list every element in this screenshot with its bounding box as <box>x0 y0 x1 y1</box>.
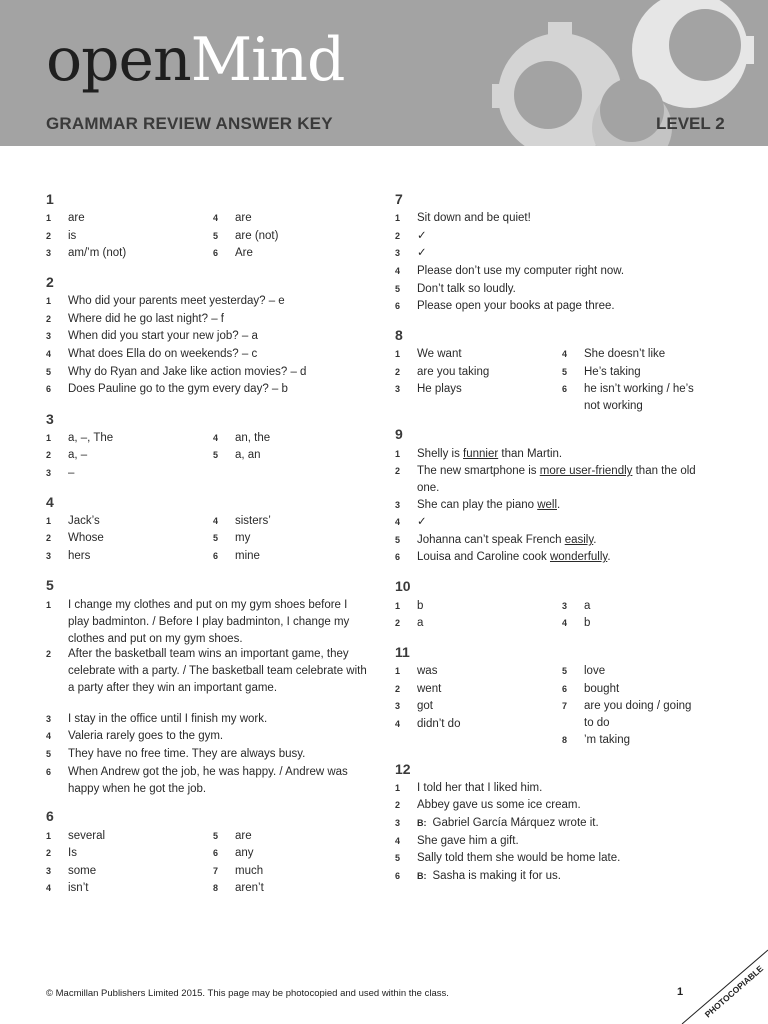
check-mark-icon: ✓ <box>417 516 427 528</box>
section-5-heading: 5 <box>46 577 54 593</box>
level-label: LEVEL 2 <box>656 114 725 133</box>
section-9-heading: 9 <box>395 426 403 442</box>
underlined-answer: wonderfully <box>549 551 608 563</box>
underlined-answer: well <box>537 499 558 511</box>
section-11-heading: 11 <box>395 644 410 660</box>
section-1-heading: 1 <box>46 191 54 207</box>
section-8-heading: 8 <box>395 327 403 343</box>
section-2-heading: 2 <box>46 274 54 290</box>
underlined-answer: easily <box>564 534 594 546</box>
header-banner <box>0 0 768 146</box>
section-6-heading: 6 <box>46 808 54 824</box>
check-mark-icon: ✓ <box>417 247 427 259</box>
page-number: 1 <box>677 986 684 998</box>
openmind-logo: openMind <box>46 25 345 95</box>
section-7-heading: 7 <box>395 191 403 207</box>
photocopiable-label: PHOTOCOPIABLE <box>702 963 766 1020</box>
page-title: GRAMMAR REVIEW ANSWER KEY <box>46 114 333 133</box>
copyright-notice: © Macmillan Publishers Limited 2015. This page may be photocopied and used within the class. <box>46 988 449 999</box>
underlined-answer: more user-friendly <box>539 465 633 477</box>
underlined-answer: funnier <box>463 448 499 460</box>
section-10-heading: 10 <box>395 578 411 594</box>
section-12-heading: 12 <box>395 761 411 777</box>
photocopiable-stamp <box>668 944 768 1024</box>
section-4-heading: 4 <box>46 494 54 510</box>
check-mark-icon: ✓ <box>417 230 427 242</box>
section-3-heading: 3 <box>46 411 54 427</box>
